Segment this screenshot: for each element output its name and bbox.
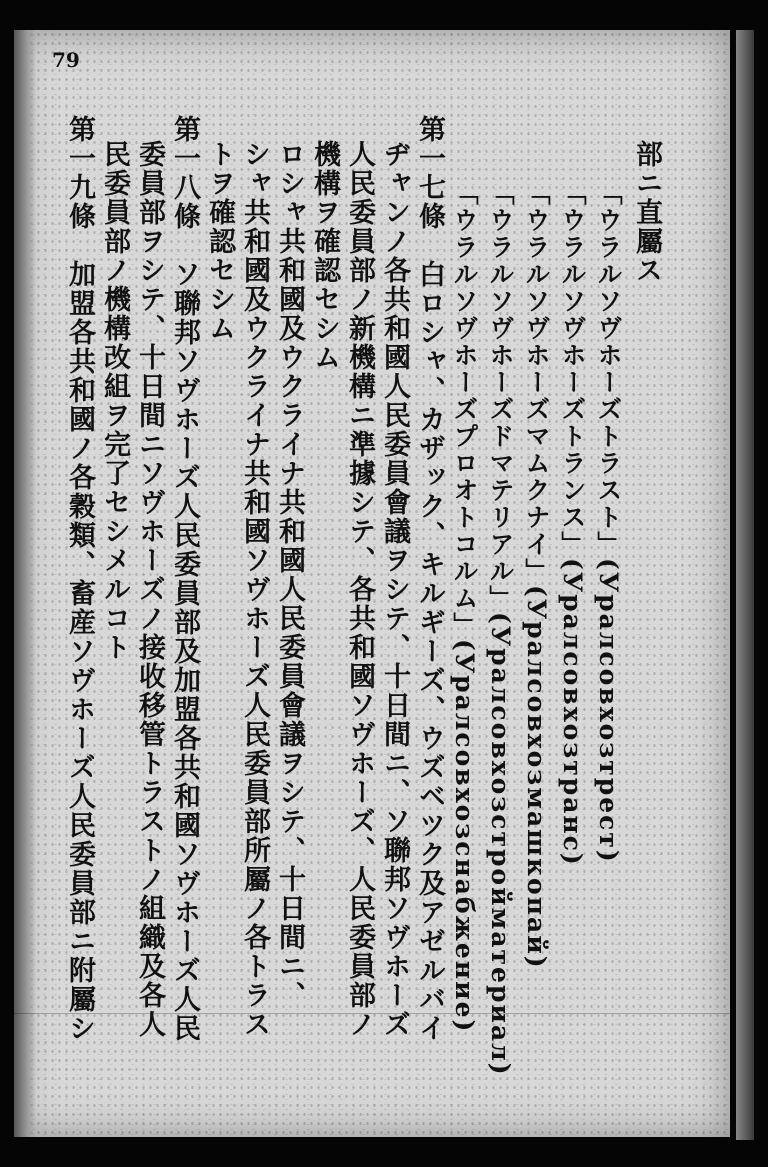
text-column-8: ヂャンノ各共和國人民委員會議ヲシテ、十日間ニ、ソ聯邦ソヴホーズ xyxy=(379,140,410,1039)
page-number: 79 xyxy=(52,48,80,72)
text-column-12: シャ共和國及ウクライナ共和國ソヴホーズ人民委員部所屬ノ各トラス xyxy=(239,140,270,1039)
text-column-4: 「ウラルソヴホーズマムクナイ」(Уралсовхозмашкопай) xyxy=(522,180,551,970)
page-edge xyxy=(736,30,754,1140)
book-spine xyxy=(14,30,36,1137)
text-column-2: 「ウラルソヴホーズトラスト」(Уралсовхозтрест) xyxy=(594,180,623,864)
text-column-17: 第一九條 加盟各共和國ノ各穀類、畜産ソヴホーズ人民委員部ニ附屬シ xyxy=(64,115,95,1043)
text-column-9: 人民委員部ノ新機構ニ準據シテ、各共和國ソヴホーズ、人民委員部ノ xyxy=(344,140,375,1039)
text-column-15: 委員部ヲシテ、十日間ニソヴホーズノ接收移管トラストノ組織及各人 xyxy=(134,140,165,1039)
text-column-1: 部ニ直屬ス xyxy=(631,140,662,285)
text-column-10: 機構ヲ確認セシム xyxy=(309,140,340,372)
text-column-16: 民委員部ノ機構改組ヲ完了セシメルコト xyxy=(99,140,130,662)
text-column-3: 「ウラルソヴホーズトランス」(Уралсовхозтранс) xyxy=(558,180,587,867)
text-column-6: 「ウラルソヴホーズプロオトコルム」(Уралсовхозснабжение) xyxy=(450,180,479,1034)
text-column-11: ロシャ共和國及ウクライナ共和國人民委員會議ヲシテ、十日間ニ、 xyxy=(274,140,305,1010)
text-column-7: 第一七條 白ロシャ、カザック、キルギーズ、ウズベツク及アゼルバイ xyxy=(414,115,445,1043)
text-column-5: 「ウラルソヴホーズドマテリアル」(Уралсовхозстройматериал) xyxy=(486,180,515,1077)
text-column-13: トヲ確認セシム xyxy=(204,140,235,343)
text-column-14: 第一八條 ソ聯邦ソヴホーズ人民委員部及加盟各共和國ソヴホーズ人民 xyxy=(169,115,200,1043)
